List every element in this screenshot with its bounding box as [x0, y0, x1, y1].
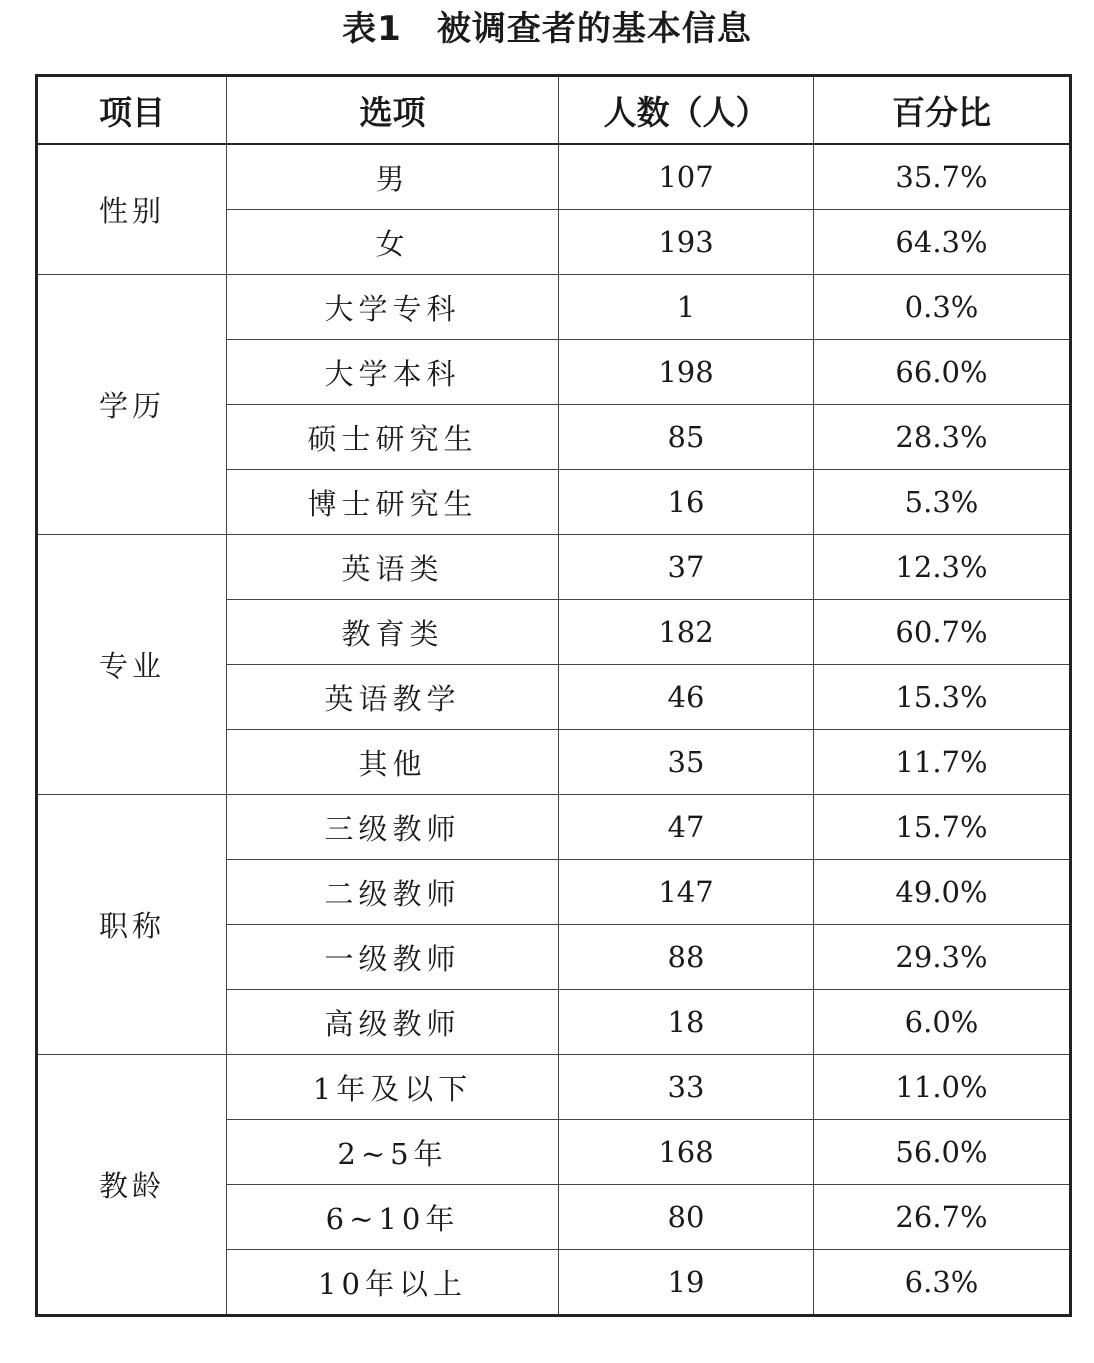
count-cell: 147 [559, 860, 814, 925]
option-cell: 博士研究生 [227, 470, 559, 535]
count-cell: 1 [559, 275, 814, 340]
option-cell: 1年及以下 [227, 1055, 559, 1120]
option-cell: 英语类 [227, 535, 559, 600]
percent-cell: 15.7% [814, 795, 1071, 860]
count-cell: 16 [559, 470, 814, 535]
count-cell: 182 [559, 600, 814, 665]
column-header-option: 选项 [227, 76, 559, 145]
percent-cell: 12.3% [814, 535, 1071, 600]
column-header-count: 人数（人） [559, 76, 814, 145]
option-cell: 10年以上 [227, 1250, 559, 1316]
table-row [37, 795, 1071, 860]
option-cell: 其他 [227, 730, 559, 795]
percent-cell: 29.3% [814, 925, 1071, 990]
option-cell: 大学本科 [227, 340, 559, 405]
option-cell: 一级教师 [227, 925, 559, 990]
table-row [37, 535, 1071, 600]
count-cell: 168 [559, 1120, 814, 1185]
category-cell: 性别 [37, 144, 227, 275]
percent-cell: 35.7% [814, 144, 1071, 210]
table-row [37, 275, 1071, 340]
column-header-item: 项目 [37, 76, 227, 145]
percent-cell: 6.0% [814, 990, 1071, 1055]
count-cell: 46 [559, 665, 814, 730]
table-title: 表1 被调查者的基本信息 [342, 9, 752, 49]
option-cell: 男 [227, 144, 559, 210]
count-cell: 35 [559, 730, 814, 795]
option-cell: 三级教师 [227, 795, 559, 860]
option-cell: 大学专科 [227, 275, 559, 340]
count-cell: 18 [559, 990, 814, 1055]
respondent-info-table [35, 74, 1072, 1317]
column-header-percent: 百分比 [814, 76, 1071, 145]
option-cell: 女 [227, 210, 559, 275]
category-cell: 专业 [37, 535, 227, 795]
percent-cell: 56.0% [814, 1120, 1071, 1185]
count-cell: 33 [559, 1055, 814, 1120]
percent-cell: 11.7% [814, 730, 1071, 795]
percent-cell: 5.3% [814, 470, 1071, 535]
table-row [37, 144, 1071, 210]
count-cell: 85 [559, 405, 814, 470]
option-cell: 英语教学 [227, 665, 559, 730]
category-cell: 学历 [37, 275, 227, 535]
count-cell: 193 [559, 210, 814, 275]
option-cell: 高级教师 [227, 990, 559, 1055]
percent-cell: 6.3% [814, 1250, 1071, 1316]
count-cell: 47 [559, 795, 814, 860]
percent-cell: 60.7% [814, 600, 1071, 665]
percent-cell: 26.7% [814, 1185, 1071, 1250]
percent-cell: 66.0% [814, 340, 1071, 405]
count-cell: 19 [559, 1250, 814, 1316]
category-cell: 教龄 [37, 1055, 227, 1316]
percent-cell: 0.3% [814, 275, 1071, 340]
table-body [37, 144, 1071, 1316]
option-cell: 教育类 [227, 600, 559, 665]
percent-cell: 11.0% [814, 1055, 1071, 1120]
percent-cell: 49.0% [814, 860, 1071, 925]
percent-cell: 28.3% [814, 405, 1071, 470]
count-cell: 88 [559, 925, 814, 990]
percent-cell: 15.3% [814, 665, 1071, 730]
count-cell: 37 [559, 535, 814, 600]
option-cell: 二级教师 [227, 860, 559, 925]
category-cell: 职称 [37, 795, 227, 1055]
count-cell: 107 [559, 144, 814, 210]
option-cell: 2~5年 [227, 1120, 559, 1185]
option-cell: 硕士研究生 [227, 405, 559, 470]
count-cell: 198 [559, 340, 814, 405]
option-cell: 6~10年 [227, 1185, 559, 1250]
table-row [37, 1055, 1071, 1120]
header-row [37, 76, 1071, 145]
percent-cell: 64.3% [814, 210, 1071, 275]
count-cell: 80 [559, 1185, 814, 1250]
